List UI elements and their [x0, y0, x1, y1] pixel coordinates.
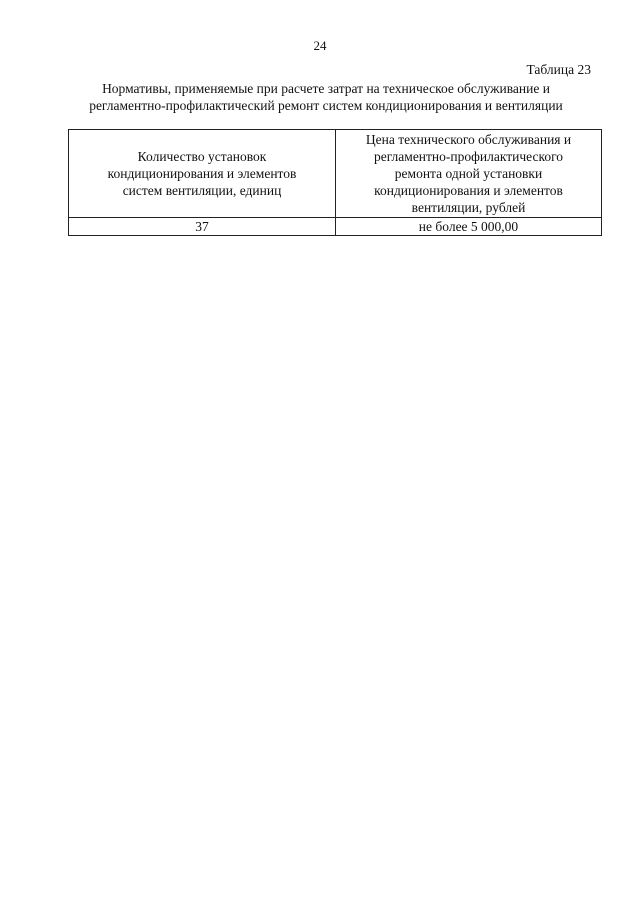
header-line: Количество установок — [137, 149, 267, 164]
header-line: систем вентиляции, единиц — [122, 183, 282, 198]
header-line: кондиционирования и элементов — [374, 183, 563, 198]
header-price — [336, 130, 602, 218]
table-label: Таблица 23 — [526, 62, 591, 77]
table-row — [69, 218, 602, 236]
header-line: регламентно-профилактического — [373, 149, 564, 164]
header-line: ремонта одной установки — [394, 166, 543, 181]
table-caption — [50, 80, 602, 114]
caption-line: Нормативы, применяемые при расчете затрат на техническое обслуживание и — [102, 81, 550, 96]
page-number: 24 — [313, 38, 327, 53]
table-header-row — [69, 130, 602, 218]
caption-line: регламентно-профилактический ремонт систем кондиционирования и вентиляции — [89, 98, 563, 113]
header-line: кондиционирования и элементов — [107, 166, 297, 181]
cell-price: не более 5 000,00 — [336, 218, 602, 236]
header-quantity — [69, 130, 336, 218]
header-line: Цена технического обслуживания и — [365, 132, 572, 147]
header-line: вентиляции, рублей — [411, 200, 526, 215]
norms-table — [68, 129, 602, 236]
cell-quantity: 37 — [69, 218, 336, 236]
